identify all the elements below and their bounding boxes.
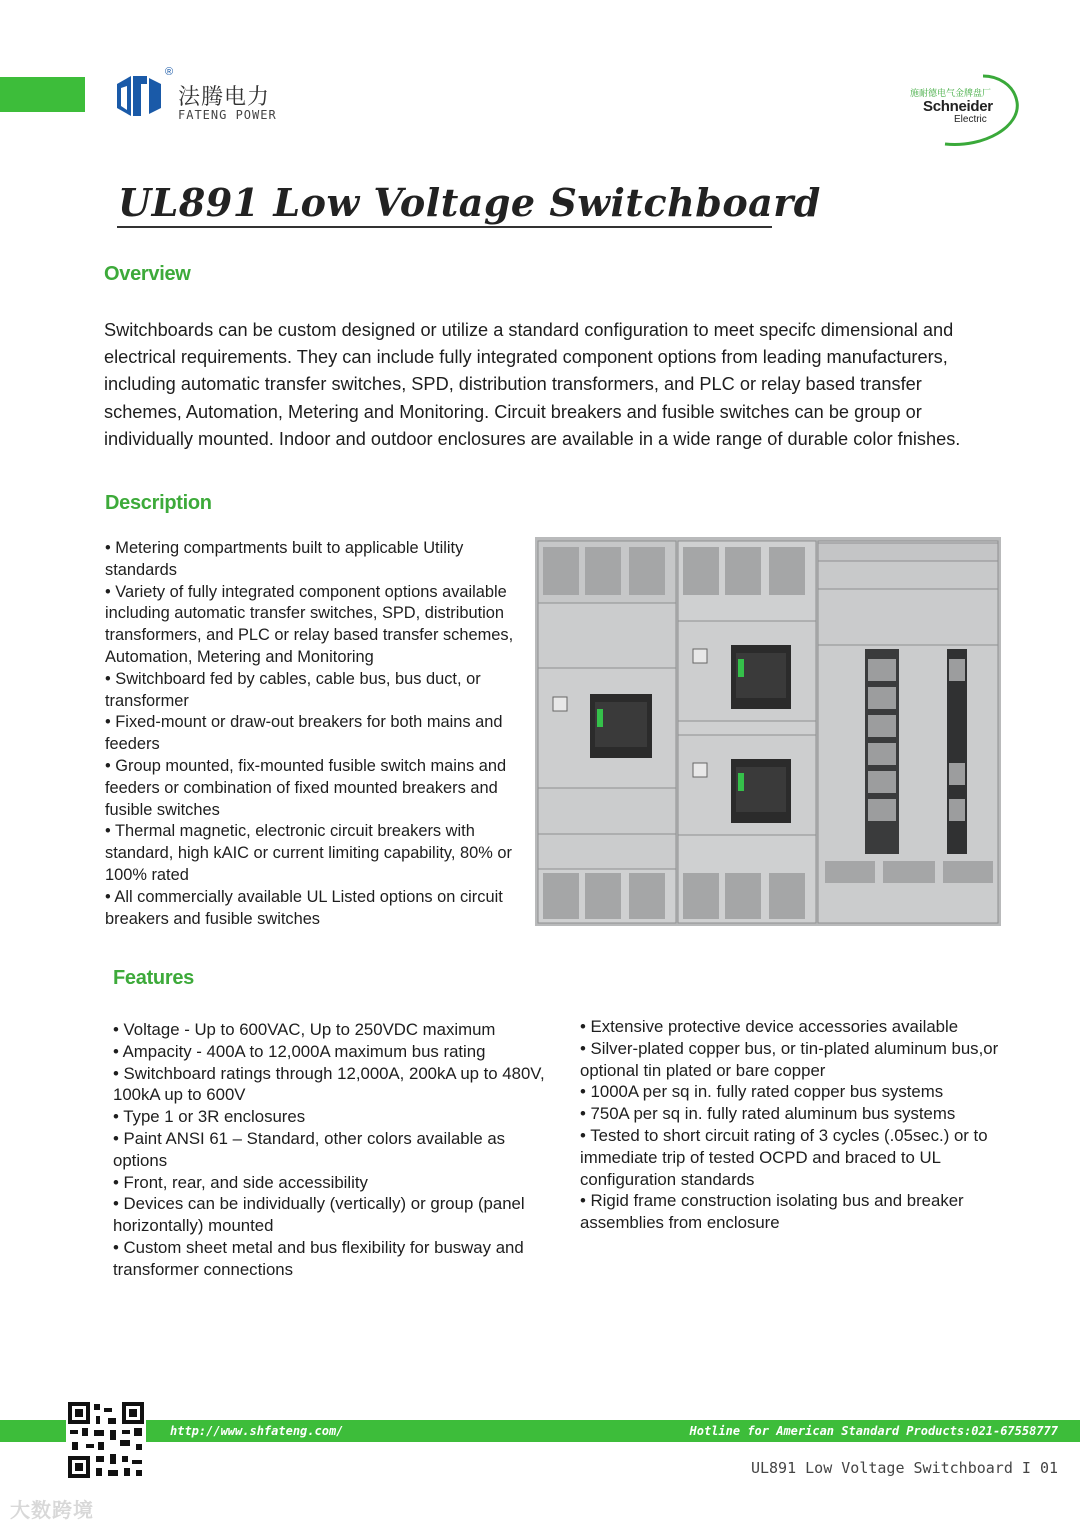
title-underline (117, 226, 772, 228)
list-item: • Custom sheet metal and bus flexibility for busway and transformer connections (113, 1237, 524, 1279)
list-item: • All commercially available UL Listed options on circuit breakers and fusible switches (105, 887, 503, 928)
list-item: • Tested to short circuit rating of 3 cycles (.05sec.) or to immediate trip of tested OCPD and braced to UL configuration standards (580, 1125, 988, 1189)
list-item: • Thermal magnetic, electronic circuit breakers with standard, high kAIC or current limiting capability, 80% or 100% rated (105, 822, 512, 884)
list-item: • Fixed-mount or draw-out breakers for both mains and feeders (105, 713, 503, 754)
registered-mark: ® (165, 66, 174, 78)
list-item: • Metering compartments built to applicable Utility standards (105, 539, 464, 579)
description-list (105, 538, 535, 930)
website-link[interactable]: http://www.shfateng.com/ (170, 1424, 344, 1438)
watermark: 大数跨境 (10, 1500, 94, 1522)
page-title: UL891 Low Voltage Switchboard (118, 180, 821, 225)
features-list-left (113, 1019, 563, 1281)
switchboard-photo (535, 537, 1001, 926)
company-name-en: FATENG POWER (178, 108, 277, 122)
list-item: • Ampacity - 400A to 12,000A maximum bus rating (113, 1041, 486, 1061)
company-name-cn: 法腾电力 (178, 84, 271, 109)
list-item: • Type 1 or 3R enclosures (113, 1107, 306, 1127)
list-item: • Variety of fully integrated component options available including automatic transfer switches, SPD, distribution transformers, and PLC or relay based transfer schemes, Automation, Metering and Monitoring (105, 582, 514, 666)
partner-tagline: 施耐德电气金牌盘厂 (910, 88, 992, 98)
list-item: • Extensive protective device accessories available (580, 1017, 959, 1036)
list-item: • Devices can be individually (vertically) or group (panel horizontally) mounted (113, 1194, 525, 1236)
list-item: • 1000A per sq in. fully rated copper bus systems (580, 1082, 944, 1102)
list-item: • Group mounted, fix-mounted fusible switch mains and feeders or combination of fixed mounted breakers and fusible switches (105, 756, 507, 819)
hotline-text: Hotline for American Standard Products:021-67558777 (689, 1424, 1058, 1438)
partner-name: Schneider (923, 98, 993, 115)
list-item: • Switchboard ratings through 12,000A, 200kA up to 480V, 100kA up to 600V (113, 1063, 545, 1105)
list-item: • Paint ANSI 61 – Standard, other colors available as options (113, 1128, 506, 1170)
overview-heading: Overview (104, 263, 191, 285)
list-item: • Voltage - Up to 600VAC, Up to 250VDC maximum (113, 1020, 496, 1039)
features-heading: Features (113, 967, 194, 989)
list-item: • Rigid frame construction isolating bus and breaker assemblies from enclosure (580, 1191, 964, 1233)
list-item: • Front, rear, and side accessibility (113, 1172, 368, 1192)
overview-text: Switchboards can be custom designed or utilize a standard configuration to meet specifc dimensional and electrical requirements. They can include fully integrated component options from leading manufacturers, including automatic transfer switches, SPD, distribution transformers, and PLC or relay based transfer schemes, Automation, Metering and Monitoring. Circuit breakers and fusible switches can be group or individually mounted. Indoor and outdoor enclosures are available in a wide range of durable color fnishes. (104, 320, 961, 449)
header-accent-bar (0, 77, 85, 112)
features-list-right (580, 1016, 1010, 1234)
list-item: • Switchboard fed by cables, cable bus, bus duct, or transformer (105, 669, 481, 710)
list-item: • Silver-plated copper bus, or tin-plated aluminum bus,or optional tin plated or bare copper (580, 1038, 999, 1080)
partner-sub: Electric (954, 114, 987, 125)
description-heading: Description (105, 492, 212, 514)
fateng-logo-icon (113, 70, 165, 122)
list-item: • 750A per sq in. fully rated aluminum bus systems (580, 1104, 956, 1124)
page-reference: UL891 Low Voltage Switchboard I 01 (750, 1459, 1058, 1477)
qr-code-icon (66, 1400, 146, 1480)
